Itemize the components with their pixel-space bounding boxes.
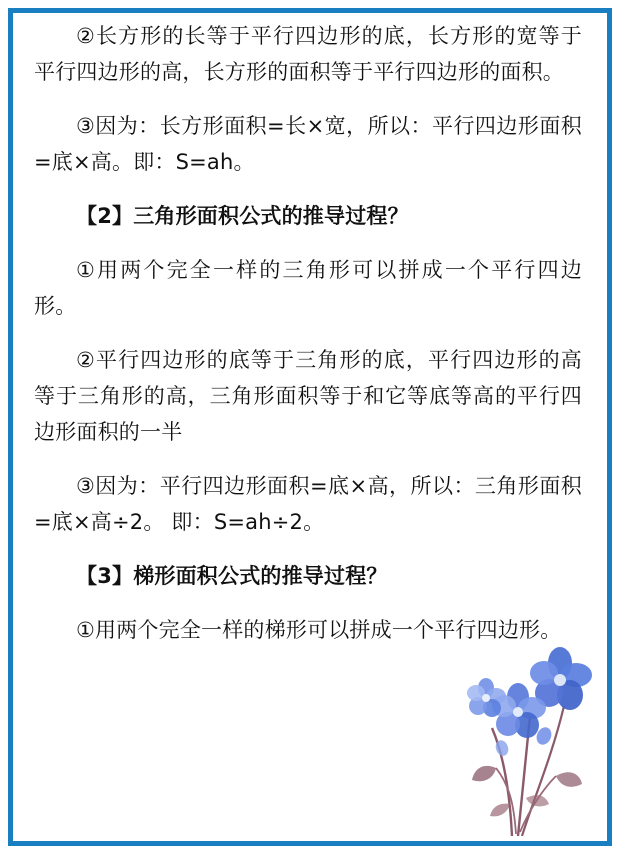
section-heading-2: 【2】三角形面积公式的推导过程？ [76, 204, 409, 228]
paragraph-6: ①用两个完全一样的梯形可以拼成一个平行四边形。 [76, 618, 562, 642]
paragraph-5: ③因为：平行四边形面积=底×高，所以：三角形面积=底×高÷2。 即：S=ah÷2。 [34, 474, 582, 534]
paragraph-2: ③因为：长方形面积=长×宽，所以：平行四边形面积=底×高。即：S=ah。 [34, 114, 582, 174]
paragraph-1: ②长方形的长等于平行四边形的底，长方形的宽等于平行四边形的高，长方形的面积等于平行四边形的面积。 [34, 24, 582, 84]
section-heading-3: 【3】梯形面积公式的推导过程？ [76, 564, 388, 588]
paragraph-3: ①用两个完全一样的三角形可以拼成一个平行四边形。 [34, 258, 582, 318]
paragraph-4: ②平行四边形的底等于三角形的底，平行四边形的高等于三角形的高，三角形面积等于和它等底等高的平行四边形面积的一半 [34, 348, 582, 444]
document-body [34, 18, 582, 666]
